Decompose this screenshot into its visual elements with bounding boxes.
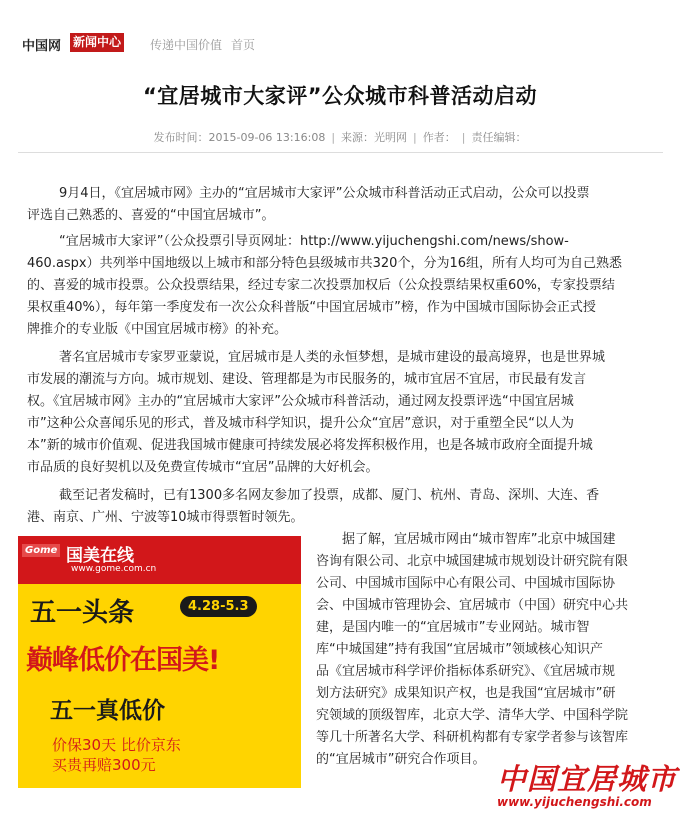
watermark-url: www.yijuchengshi.com [497,795,652,809]
ad-dates: 4.28-5.3 [180,596,257,617]
paragraph-line: 牌推介的专业版《中国宜居城市榜》的补充。 [27,322,288,337]
paragraph-line: 著名宜居城市专家罗亚蒙说，宜居城市是人类的永恒梦想，是城市建设的最高境界，也是世界城 [59,350,606,365]
paragraph-line: 本”新的城市价值观、促进我国城市健康可持续发展必将发挥积极作用，也是各城市政府全面提升城 [27,438,593,453]
paragraph-line: 权。《宜居城市网》主办的“宜居城市大家评”公众城市科普活动，通过网友投票评选“中国宜居城 [27,394,574,409]
source: 来源：光明网 [341,131,408,144]
watermark [497,757,678,809]
gome-logo: Gome [22,544,60,557]
ad-header [18,536,301,578]
paragraph-line: 的“宜居城市”研究合作项目。 [316,752,486,767]
ad-sub-line-1: 价保30天 比价京东 [52,736,181,754]
ad-url: www.gome.com.cn [71,564,157,574]
ad-low-section [18,680,301,788]
site-header [0,0,680,70]
divider [18,152,663,153]
paragraph-line: 划方法研究》成果知识产权，也是我国“宜居城市”研 [316,686,616,701]
paragraph-line: 的、喜爱的城市投票。公众投票结果，经过专家二次投票加权后（公众投票结果权重60%，专家投票结 [27,278,615,293]
paragraph-line: 市”这种公众喜闻乐见的形式，普及城市科学知识，提升公众“宜居”意识，对于重塑全民“以人为 [27,416,574,431]
paragraph-line: “宜居城市大家评”（公众投票引导页网址：http://www.yijuchengshi.com/news/show- [59,234,569,249]
ad-low-box [32,690,284,786]
paragraph-line: 建，是国内唯一的“宜居城市”专业网站。城市智 [316,620,590,635]
paragraph-1 [27,183,590,227]
paragraph-2 [27,231,622,341]
news-center-logo[interactable]: 新闻中心 [70,33,124,52]
article-meta: 发布时间：2015-09-06 13:16:08 | 来源：光明网 | 作者： | 责任编辑： [153,131,527,144]
site-slogan: 传递中国价值 [150,38,223,52]
paragraph-line: 9月4日，《宜居城市网》主办的“宜居城市大家评”公众城市科普活动正式启动，公众可以投票 [59,186,590,201]
editor: 责任编辑： [471,131,527,144]
paragraph-line: 评选自己熟悉的、喜爱的“中国宜居城市”。 [27,208,275,223]
paragraph-line: 会、中国城市管理协会、宜居城市（中国）研究中心共 [316,598,629,613]
gome-advertisement[interactable] [18,536,301,788]
paragraph-line: 品《宜居城市科学评价指标体系研究》、《宜居城市规 [316,664,616,679]
paragraph-line: 公司、中国城市国际中心有限公司、中国城市国际协 [316,576,616,591]
ad-low-title: 五一真低价 [50,698,165,724]
site-logo[interactable]: 中国网 [22,39,62,54]
paragraph-line: 460.aspx）共列举中国地级以上城市和部分特色县级城市共320个，分为16组，所有人均可为自己熟悉 [27,256,622,271]
ad-brand: 国美在线 [66,546,134,566]
paragraph-line: 市发展的潮流与方向。城市规划、建设、管理都是为市民服务的，城市宜居不宜居，市民最有发言 [27,372,587,387]
paragraph-line: 等几十所著名大学、科研机构都有专家学者参与该智库 [316,730,629,745]
ad-banner [18,584,301,680]
paragraph-line: 究领域的顶级智库，北京大学、清华大学、中国科学院 [316,708,629,723]
home-link[interactable]: 首页 [231,38,256,52]
paragraph-line: 据了解，宜居城市网由“城市智库”北京中城国建 [342,532,616,547]
paragraph-3 [27,347,606,479]
ad-headline: 五一头条 [30,598,135,628]
paragraph-line: 咨询有限公司、北京中城国建城市规划设计研究院有限 [316,554,629,569]
paragraph-line: 市品质的良好契机以及免费宣传城市“宜居”品牌的大好机会。 [27,460,379,475]
paragraph-line: 库“中城国建”持有我国“宜居城市”领域核心知识产 [316,642,603,657]
publish-time: 发布时间：2015-09-06 13:16:08 [153,131,326,144]
side-paragraph [316,529,629,771]
article-title: “宜居城市大家评”公众城市科普活动启动 [142,84,538,108]
paragraph-4 [27,485,600,529]
ad-sub-line-2: 买贵再赔300元 [52,756,156,774]
paragraph-line: 港、南京、广州、宁波等10城市得票暂时领先。 [27,510,304,525]
paragraph-line: 果权重40%），每年第一季度发布一次公众科普版“中国宜居城市”榜，作为中国城市国际协会正式授 [27,300,596,315]
paragraph-line: 截至记者发稿时，已有1300多名网友参加了投票，成都、厦门、杭州、青岛、深圳、大连、香 [59,488,600,503]
ad-peak-text: 巅峰低价在国美! [26,645,220,676]
author: 作者： [422,131,456,144]
watermark-title: 中国宜居城市 [497,762,678,796]
